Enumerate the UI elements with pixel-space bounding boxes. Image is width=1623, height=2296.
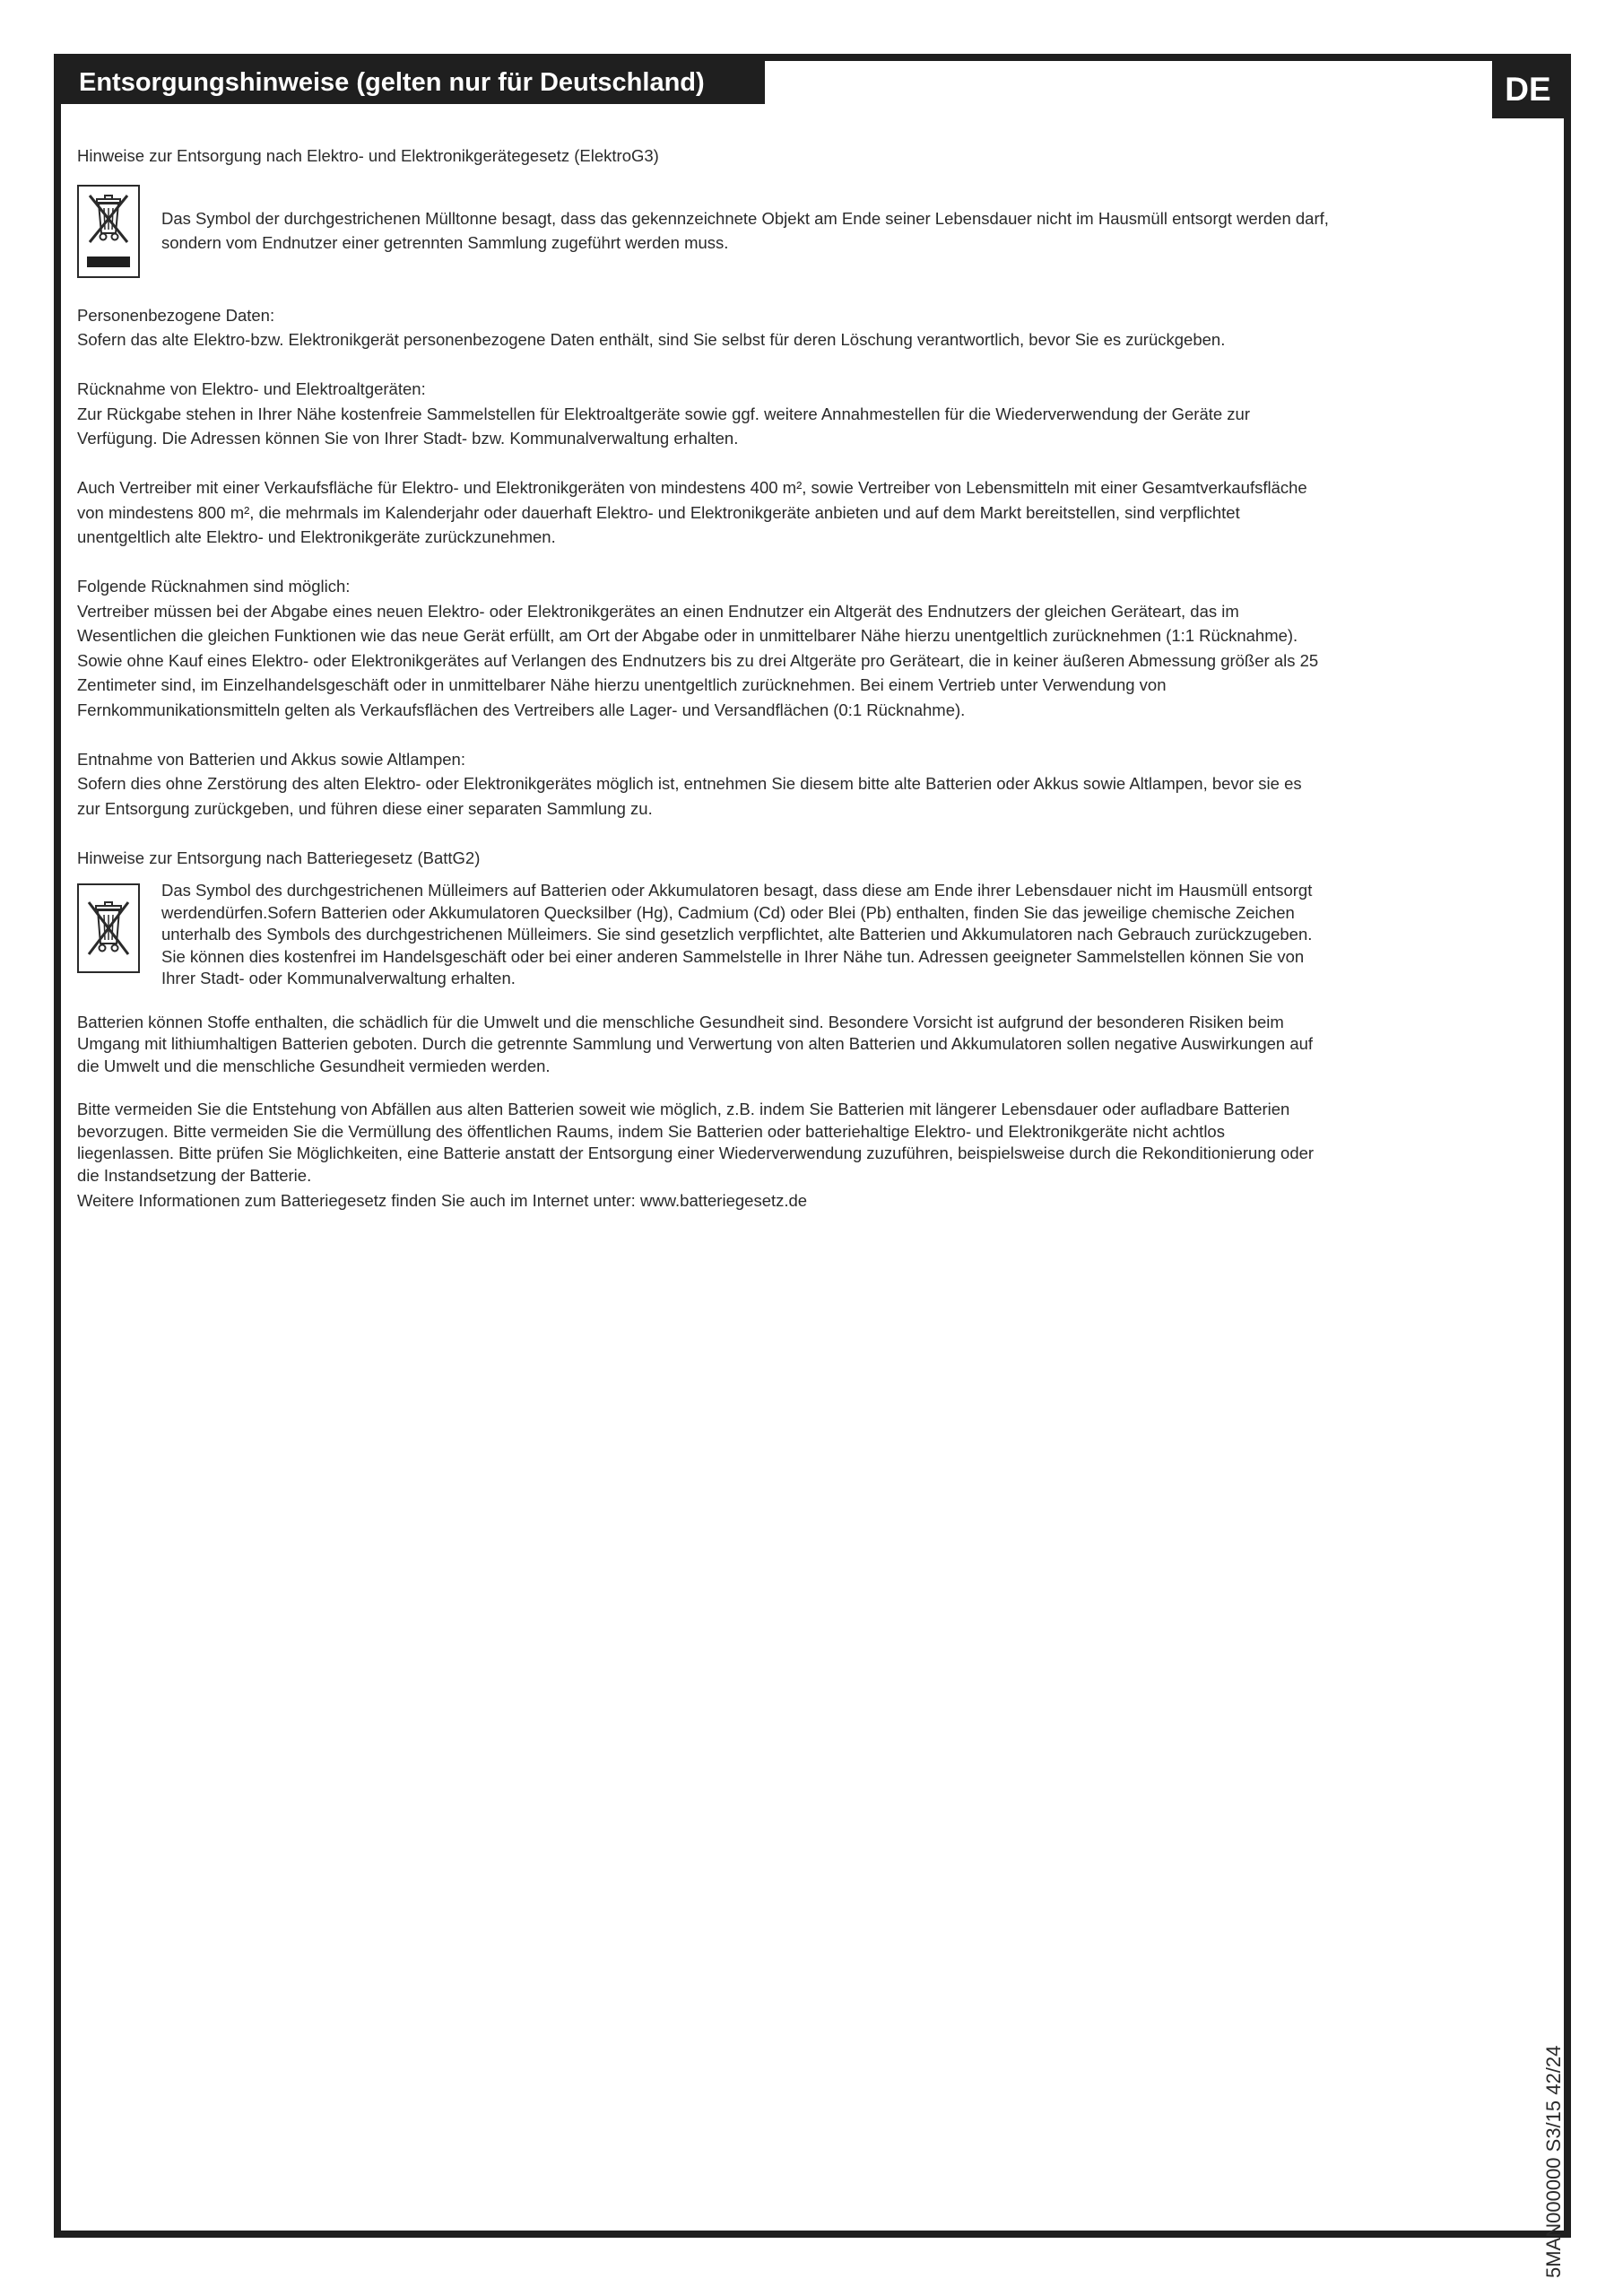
retailers-line: unentgeltlich alte Elektro- und Elektronikgeräte zurückzunehmen. (77, 527, 556, 546)
weee-notice (77, 185, 1512, 278)
battery-notice (77, 883, 1512, 990)
take-back-line: Zur Rückgabe stehen in Ihrer Nähe kostenfreie Sammelstellen für Elektroaltgeräte sowie ggf. weitere Annahmestellen für die Wiederverwendung der Geräte zur (77, 404, 1251, 423)
health-paragraph (77, 1012, 1512, 1078)
elektrog-heading: Hinweise zur Entsorgung nach Elektro- und Elektronikgerätegesetz (ElektroG3) (77, 146, 659, 165)
retailers-line: Auch Vertreiber mit einer Verkaufsfläche für Elektro- und Elektronikgeräten von mindestens 400 m², sowie Vertreiber von Lebensmitteln mit einer Gesamtverkaufsfläche (77, 478, 1307, 497)
document-code: 5MAN000000 S3/15 42/24 (1542, 2045, 1565, 2278)
take-back-heading: Rücknahme von Elektro- und Elektroaltgeräten: (77, 379, 426, 398)
removal-line: zur Entsorgung zurückgeben, und führen diese einer separaten Sammlung zu. (77, 798, 653, 818)
battery-symbol-line: Sie können dies kostenfrei im Handelsgeschäft oder bei einer anderen Sammelstelle in Ihrer Nähe tun. Adressen geeigneter Sammelstellen können Sie von (161, 946, 1305, 966)
weee-symbol-text-1: Das Symbol der durchgestrichenen Mülltonne besagt, dass das gekennzeichnete Objekt am Ende seiner Lebensdauer nicht im Hausmüll entsorgt werden darf, (161, 208, 1329, 228)
personal-data-heading: Personenbezogene Daten: (77, 305, 275, 325)
avoidance-line: bevorzugen. Bitte vermeiden Sie die Vermüllung des öffentlichen Raums, indem Sie Batterien oder batteriehaltige Elektro- und Elektronikgeräte nicht achtlos (77, 1121, 1225, 1141)
battg-heading: Hinweise zur Entsorgung nach Batteriegesetz (BattG2) (77, 848, 481, 867)
returns-line: Vertreiber müssen bei der Abgabe eines neuen Elektro- oder Elektronikgerätes an einen Endnutzer ein Altgerät des Endnutzers der gleichen Geräteart, das im (77, 601, 1239, 621)
personal-data-text: Sofern das alte Elektro-bzw. Elektronikgerät personenbezogene Daten enthält, sind Sie selbst für deren Löschung verantwortlich, bevor Sie es zurückgeben. (77, 330, 1226, 349)
main-content (77, 144, 1512, 1213)
more-info-text: Weitere Informationen zum Batteriegesetz finden Sie auch im Internet unter: www.batteriegesetz.de (77, 1191, 808, 1210)
crossed-bin-icon (77, 185, 140, 278)
returns-line: Wesentlichen die gleichen Funktionen wie das neue Gerät erfüllt, am Ort der Abgabe oder in unmittelbarer Nähe hierzu unentgeltlich zurücknehmen (1:1 Rücknahme). (77, 626, 1298, 645)
battery-symbol-line: Ihrer Stadt- oder Kommunalverwaltung erhalten. (161, 969, 516, 987)
weee-bar-mark (87, 257, 130, 267)
removal-line: Sofern dies ohne Zerstörung des alten Elektro- oder Elektronikgerätes möglich ist, entnehmen Sie diesem bitte alte Batterien oder Akkus sowie Altlampen, bevor sie es (77, 774, 1302, 793)
battery-symbol-line: werdendürfen.Sofern Batterien oder Akkumulatoren Quecksilber (Hg), Cadmium (Cd) oder Blei (Pb) enthalten, finden Sie das jeweilige chemische Zeichen (161, 902, 1295, 922)
returns-heading: Folgende Rücknahmen sind möglich: (77, 577, 351, 596)
battery-symbol-line: unterhalb des Symbols des durchgestrichenen Mülleimers. Sie sind gesetzlich verpflichtet, alte Batterien und Akkumulatoren nach Gebrauch zurückzugeben. (161, 925, 1313, 944)
returns-line: Zentimeter sind, im Einzelhandelsgeschäft oder in unmittelbarer Nähe hierzu unentgeltlich zurücknehmen. Bei einem Vertrieb unter Verwendung von (77, 675, 1167, 694)
weee-symbol-text-2: sondern vom Endnutzer einer getrennten Sammlung zugeführt werden muss. (161, 233, 729, 252)
health-line: Batterien können Stoffe enthalten, die schädlich für die Umwelt und die menschliche Gesundheit sind. Besondere Vorsicht ist aufgrund der besonderen Risiken beim (77, 1012, 1284, 1031)
health-line: Umgang mit lithiumhaltigen Batterien geboten. Durch die getrennte Sammlung und Verwertung von alten Batterien und Akkumulatoren sollen negative Auswirkungen auf (77, 1034, 1314, 1053)
avoidance-line: liegenlassen. Bitte prüfen Sie Möglichkeiten, eine Batterie anstatt der Entsorgung einer Wiederverwendung zuzuführen, beispielsweise durch die Rekonditionierung oder (77, 1144, 1315, 1162)
battery-symbol-line: Das Symbol des durchgestrichenen Mülleimers auf Batterien oder Akkumulatoren besagt, dass diese am Ende ihrer Lebensdauer nicht im Hausmüll entsorgt (161, 881, 1313, 900)
avoidance-line: die Instandsetzung der Batterie. (77, 1165, 312, 1185)
crossed-bin-icon (77, 883, 140, 973)
avoidance-paragraph (77, 1099, 1512, 1213)
crossed-battery-bin-icon (82, 899, 135, 958)
page-title: Entsorgungshinweise (gelten nur für Deutschland) (61, 61, 765, 104)
health-line: die Umwelt und die menschliche Gesundheit vermieden werden. (77, 1056, 551, 1075)
removal-heading: Entnahme von Batterien und Akkus sowie Altlampen: (77, 749, 465, 769)
avoidance-line: Bitte vermeiden Sie die Entstehung von Abfällen aus alten Batterien soweit wie möglich, z.B. indem Sie Batterien mit längerer Lebensdauer oder aufladbare Batterien (77, 1100, 1290, 1118)
language-badge: DE (1492, 61, 1564, 118)
returns-line: Sowie ohne Kauf eines Elektro- oder Elektronikgerätes auf Verlangen des Endnutzers bis zu drei Altgeräte pro Geräteart, die in keiner äußeren Abmessung größer als 25 (77, 650, 1319, 670)
crossed-wheelie-bin-icon (84, 194, 133, 246)
retailers-line: von mindestens 800 m², die mehrmals im Kalenderjahr oder dauerhaft Elektro- und Elektronikgeräte anbieten und auf dem Markt bereitstellen, sind verpflichtet (77, 502, 1240, 522)
returns-line: Fernkommunikationsmitteln gelten als Verkaufsflächen des Vertreibers alle Lager- und Versandflächen (0:1 Rücknahme). (77, 700, 966, 719)
take-back-line: Verfügung. Die Adressen können Sie von Ihrer Stadt- bzw. Kommunalverwaltung erhalten. (77, 429, 739, 448)
